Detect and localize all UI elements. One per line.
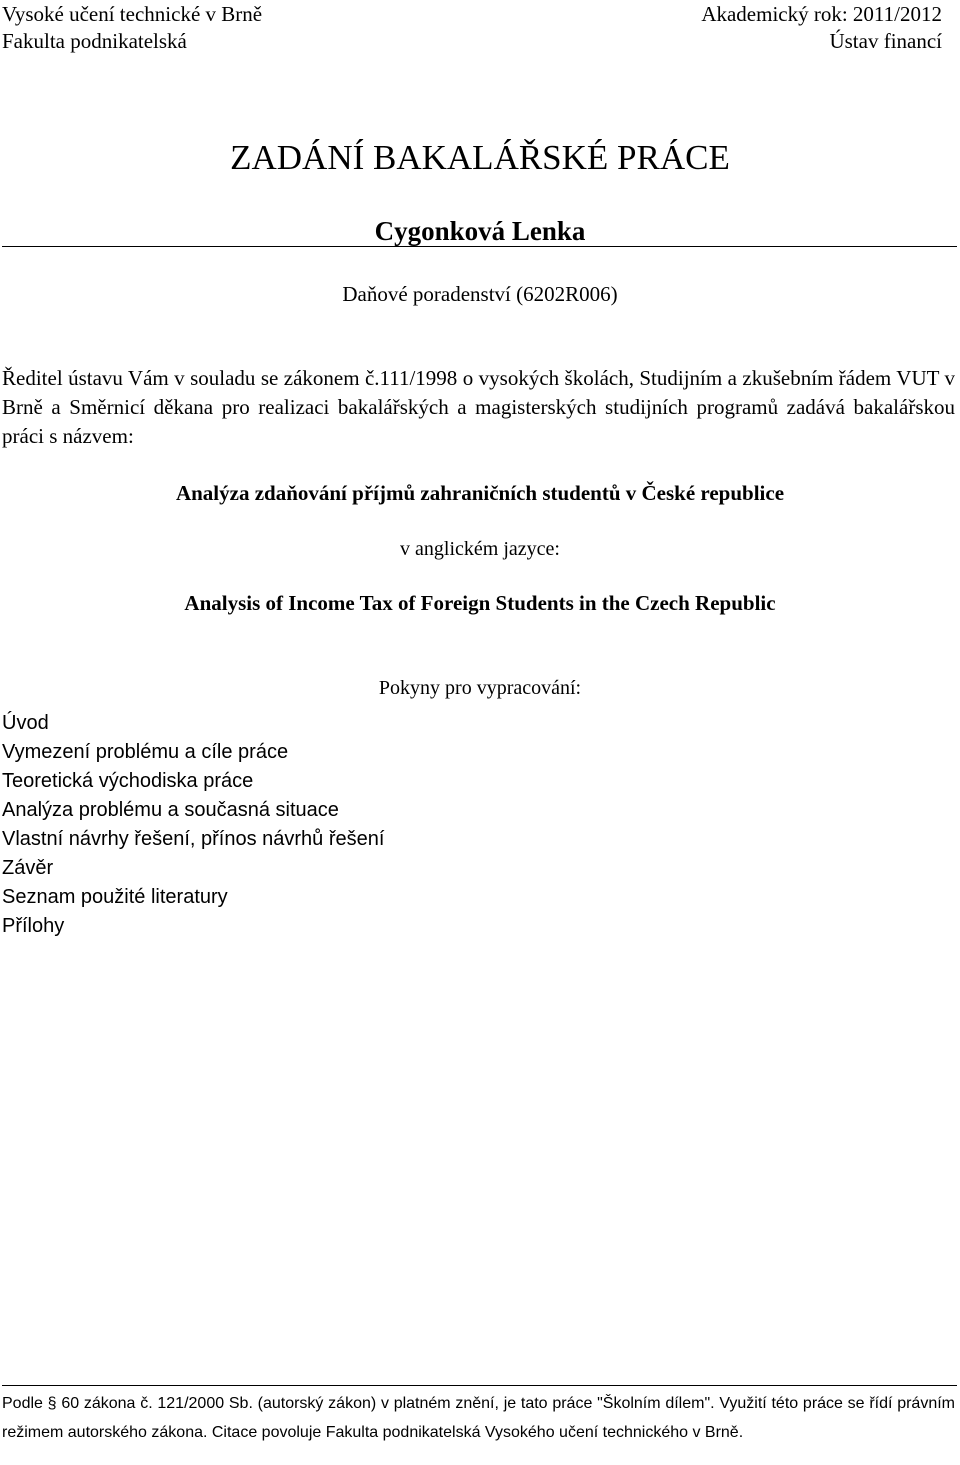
divider-bottom	[2, 1385, 957, 1386]
university-name: Vysoké učení technické v Brně	[2, 2, 263, 26]
study-program: Daňové poradenství (6202R006)	[342, 282, 618, 306]
outline-item: Teoretická východiska práce	[2, 770, 254, 792]
outline-item: Úvod	[2, 712, 49, 734]
intro-paragraph: Ředitel ústavu Vám v souladu se zákonem č.111/1998 o vysokých školách, Studijním a zkušebním řádem VUT v Brně a Směrnicí děkana pro realizaci bakalářských a magisterských studijních programů zadává bakalářskou práci s názvem:	[2, 366, 955, 448]
page-title: ZADÁNÍ BAKALÁŘSKÉ PRÁCE	[230, 138, 730, 177]
thesis-title-czech: Analýza zdaňování příjmů zahraničních studentů v České republice	[175, 481, 785, 505]
faculty-name: Fakulta podnikatelská	[2, 29, 187, 53]
outline-item: Analýza problému a současná situace	[2, 799, 339, 821]
english-label: v anglickém jazyce:	[400, 538, 560, 560]
thesis-title-english: Analysis of Income Tax of Foreign Students in the Czech Republic	[184, 591, 776, 615]
copyright-notice: Podle § 60 zákona č. 121/2000 Sb. (autorský zákon) v platném znění, je tato práce "Školním dílem". Využití této práce se řídí právním režimem autorského zákona. Citace povoluje Fakulta podnikatelská Vysokého učení technického v Brně.	[2, 1395, 955, 1441]
instructions-heading: Pokyny pro vypracování:	[378, 677, 582, 699]
outline-item: Závěr	[2, 857, 54, 879]
divider-top	[2, 246, 957, 247]
outline-item: Vlastní návrhy řešení, přínos návrhů řešení	[2, 828, 385, 850]
thesis-outline	[2, 709, 384, 941]
student-name: Cygonková Lenka	[374, 216, 586, 246]
outline-item: Seznam použité literatury	[2, 886, 228, 908]
outline-item: Vymezení problému a cíle práce	[2, 741, 289, 763]
department-name: Ústav financí	[829, 29, 942, 53]
academic-year: Akademický rok: 2011/2012	[701, 2, 942, 26]
outline-item: Přílohy	[2, 915, 65, 937]
